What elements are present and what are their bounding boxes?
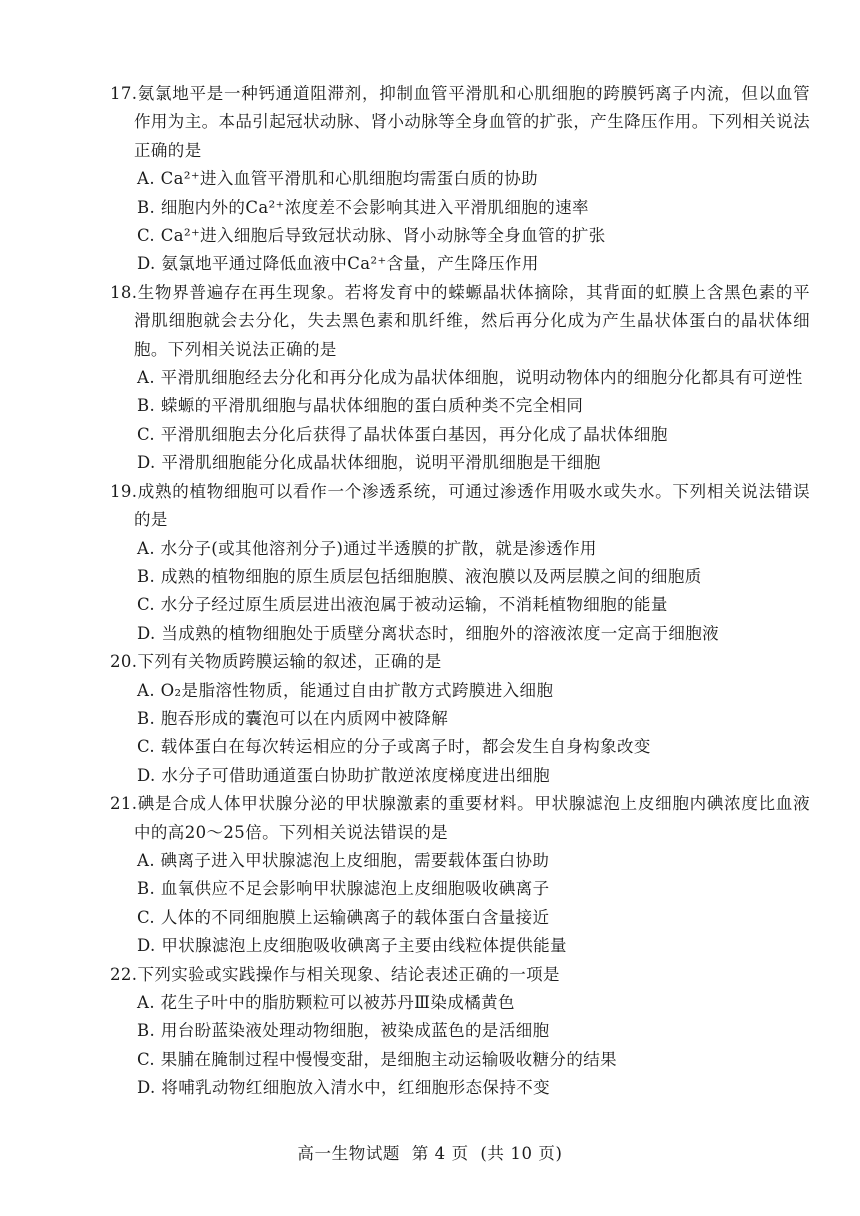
- option-list: [110, 535, 810, 649]
- option-b: B. 用台盼蓝染液处理动物细胞，被染成蓝色的是活细胞: [137, 1021, 550, 1041]
- option-a: A. Ca²⁺进入血管平滑肌和心肌细胞均需蛋白质的协助: [137, 169, 538, 189]
- option-a: A. O₂是脂溶性物质，能通过自由扩散方式跨膜进入细胞: [137, 680, 554, 700]
- option-c: C. 平滑肌细胞去分化后获得了晶状体蛋白基因，再分化成了晶状体细胞: [137, 424, 668, 444]
- option-d: D. 当成熟的植物细胞处于质壁分离状态时，细胞外的溶液浓度一定高于细胞液: [137, 623, 720, 643]
- option-c: C. 水分子经过原生质层进出液泡属于被动运输，不消耗植物细胞的能量: [137, 595, 668, 615]
- question-stem: 21.碘是合成人体甲状腺分泌的甲状腺激素的重要材料。甲状腺滤泡上皮细胞内碘浓度比血液中的高20～25倍。下列相关说法错误的是: [110, 794, 810, 842]
- option-list: [110, 165, 810, 279]
- question-18: [110, 279, 810, 478]
- question-stem: 18.生物界普遍存在再生现象。若将发育中的蝾螈晶状体摘除，其背面的虹膜上含黑色素的平滑肌细胞就会去分化，失去黑色素和肌纤维，然后再分化成为产生晶状体蛋白的晶状体细胞。下列相关说法正确的是: [110, 282, 810, 359]
- page-footer: 高一生物试题 第 4 页 (共 10 页): [297, 1144, 563, 1163]
- question-20: [110, 648, 810, 790]
- question-list: [110, 80, 810, 1103]
- option-d: D. 平滑肌细胞能分化成晶状体细胞，说明平滑肌细胞是干细胞: [137, 453, 601, 473]
- option-d: D. 水分子可借助通道蛋白协助扩散逆浓度梯度进出细胞: [137, 765, 551, 785]
- option-b: B. 血氧供应不足会影响甲状腺滤泡上皮细胞吸收碘离子: [137, 879, 550, 899]
- option-list: [110, 847, 810, 961]
- option-d: D. 将哺乳动物红细胞放入清水中，红细胞形态保持不变: [137, 1078, 551, 1098]
- question-21: [110, 790, 810, 960]
- question-stem: 20.下列有关物质跨膜运输的叙述，正确的是: [110, 652, 442, 672]
- option-d: D. 甲状腺滤泡上皮细胞吸收碘离子主要由线粒体提供能量: [137, 936, 567, 956]
- option-b: B. 蝾螈的平滑肌细胞与晶状体细胞的蛋白质种类不完全相同: [137, 396, 584, 416]
- option-c: C. Ca²⁺进入细胞后导致冠状动脉、肾小动脉等全身血管的扩张: [137, 226, 606, 246]
- option-b: B. 细胞内外的Ca²⁺浓度差不会影响其进入平滑肌细胞的速率: [137, 197, 589, 217]
- option-c: C. 果脯在腌制过程中慢慢变甜，是细胞主动运输吸收糖分的结果: [137, 1049, 618, 1069]
- question-22: [110, 961, 810, 1103]
- option-d: D. 氨氯地平通过降低血液中Ca²⁺含量，产生降压作用: [137, 254, 539, 274]
- question-19: [110, 478, 810, 648]
- option-b: B. 胞吞形成的囊泡可以在内质网中被降解: [137, 708, 449, 728]
- option-a: A. 水分子(或其他溶剂分子)通过半透膜的扩散，就是渗透作用: [137, 538, 597, 558]
- option-a: A. 平滑肌细胞经去分化和再分化成为晶状体细胞，说明动物体内的细胞分化都具有可逆性: [137, 368, 803, 388]
- option-b: B. 成熟的植物细胞的原生质层包括细胞膜、液泡膜以及两层膜之间的细胞质: [137, 566, 702, 586]
- option-list: [110, 364, 810, 478]
- question-stem: 22.下列实验或实践操作与相关现象、结论表述正确的一项是: [110, 964, 560, 984]
- option-list: [110, 989, 810, 1103]
- option-a: A. 碘离子进入甲状腺滤泡上皮细胞，需要载体蛋白协助: [137, 850, 550, 870]
- question-17: [110, 80, 810, 279]
- option-list: [110, 677, 810, 791]
- option-c: C. 人体的不同细胞膜上运输碘离子的载体蛋白含量接近: [137, 907, 550, 927]
- question-stem: 17.氨氯地平是一种钙通道阻滞剂，抑制血管平滑肌和心肌细胞的跨膜钙离子内流，但以血管作用为主。本品引起冠状动脉、肾小动脉等全身血管的扩张，产生降压作用。下列相关说法正确的是: [110, 84, 810, 160]
- question-stem: 19.成熟的植物细胞可以看作一个渗透系统，可通过渗透作用吸水或失水。下列相关说法错误的是: [110, 481, 810, 530]
- option-a: A. 花生子叶中的脂肪颗粒可以被苏丹Ⅲ染成橘黄色: [137, 993, 515, 1012]
- option-c: C. 载体蛋白在每次转运相应的分子或离子时，都会发生自身构象改变: [137, 737, 651, 757]
